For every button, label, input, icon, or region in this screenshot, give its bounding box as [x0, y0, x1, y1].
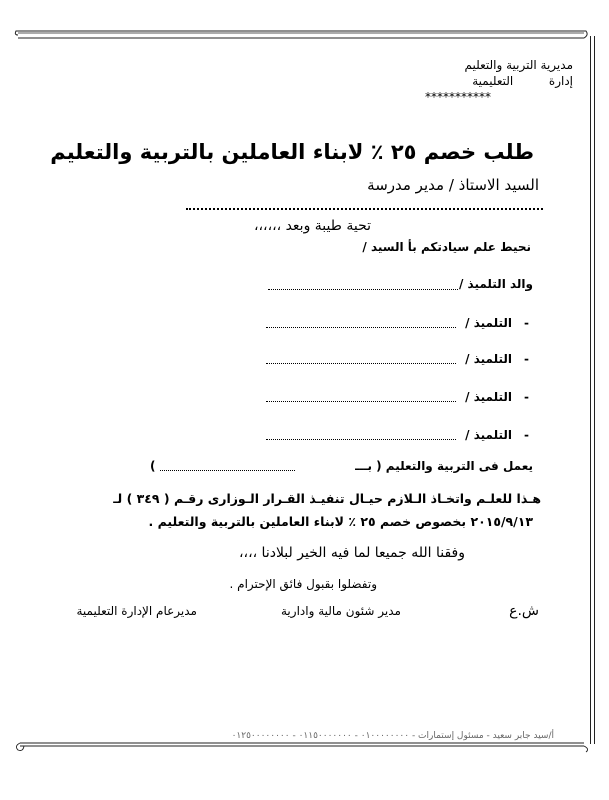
right-border — [590, 36, 595, 744]
student-dotted-line — [266, 401, 456, 402]
decision-paragraph-line2: ٢٠١٥/٩/١٣ بخصوص خصم ٢٥ ٪ لابناء العاملين بالتربية والتعليم . — [148, 514, 533, 529]
page-title: طلب خصم ٢٥ ٪ لابناء العاملين بالتربية والتعليم — [50, 140, 534, 164]
student-row — [465, 390, 529, 404]
signature-general-manager: مديرعام الإدارة التعليمية — [76, 604, 197, 618]
student-label: التلميذ / — [465, 352, 513, 366]
educational-word: التعليمية — [472, 74, 514, 88]
student-dotted-line — [266, 327, 456, 328]
student-label: التلميذ / — [465, 316, 513, 330]
addressee-dotted-line — [186, 208, 543, 210]
closing-respect: وتفضلوا بقبول فائق الإحترام . — [229, 577, 377, 591]
student-label: التلميذ / — [465, 428, 513, 442]
administration-label — [472, 74, 573, 88]
student-dash: - — [524, 428, 529, 442]
student-dotted-line — [266, 363, 456, 364]
student-dash: - — [524, 316, 529, 330]
parent-dotted-line — [268, 289, 458, 290]
student-row — [465, 316, 529, 330]
works-at-label: يعمل فى التربية والتعليم ( بـــ — [355, 459, 533, 473]
stars-placeholder: *********** — [425, 90, 491, 104]
student-label: التلميذ / — [465, 390, 513, 404]
bottom-border-scroll — [14, 740, 588, 754]
greeting: تحية طيبة وبعد ،،،،،، — [254, 218, 371, 234]
student-row — [465, 352, 529, 366]
notify-line: نحيط علم سيادتكم بأ السيد / — [362, 240, 531, 254]
administration-word: إدارة — [548, 74, 573, 88]
addressee: السيد الاستاذ / مدير مدرسة — [367, 176, 539, 194]
top-border-scroll — [14, 30, 588, 40]
parent-label: والد التلميذ / — [458, 277, 533, 291]
closing-prayer: وفقنا الله جميعا لما فيه الخير لبلادنا ،،،، — [239, 545, 465, 561]
works-at-dotted-line — [160, 470, 295, 471]
decision-paragraph-line1: هـذا للعلـم واتخـاذ الـلازم حيـال تنفيـذ القـرار الـوزارى رقـم ( ٣٤٩ ) لـ — [113, 491, 541, 506]
directorate-label: مديرية التربية والتعليم — [464, 58, 573, 72]
works-at-close: ) — [150, 459, 156, 473]
footer-note: أ/سيد جابر سعيد - مسئول إستمارات - ٠١٠٠٠٠٠٠٠٠ - ٠١١٥٠٠٠٠٠٠٠ - ٠١٢٥٠٠٠٠٠٠٠٠ — [231, 731, 554, 741]
student-dash: - — [524, 352, 529, 366]
signature-finance-manager: مدير شئون مالية وادارية — [281, 604, 401, 618]
student-dash: - — [524, 390, 529, 404]
student-row — [465, 428, 529, 442]
signature-code: ش.ع — [509, 603, 539, 619]
student-dotted-line — [266, 439, 456, 440]
